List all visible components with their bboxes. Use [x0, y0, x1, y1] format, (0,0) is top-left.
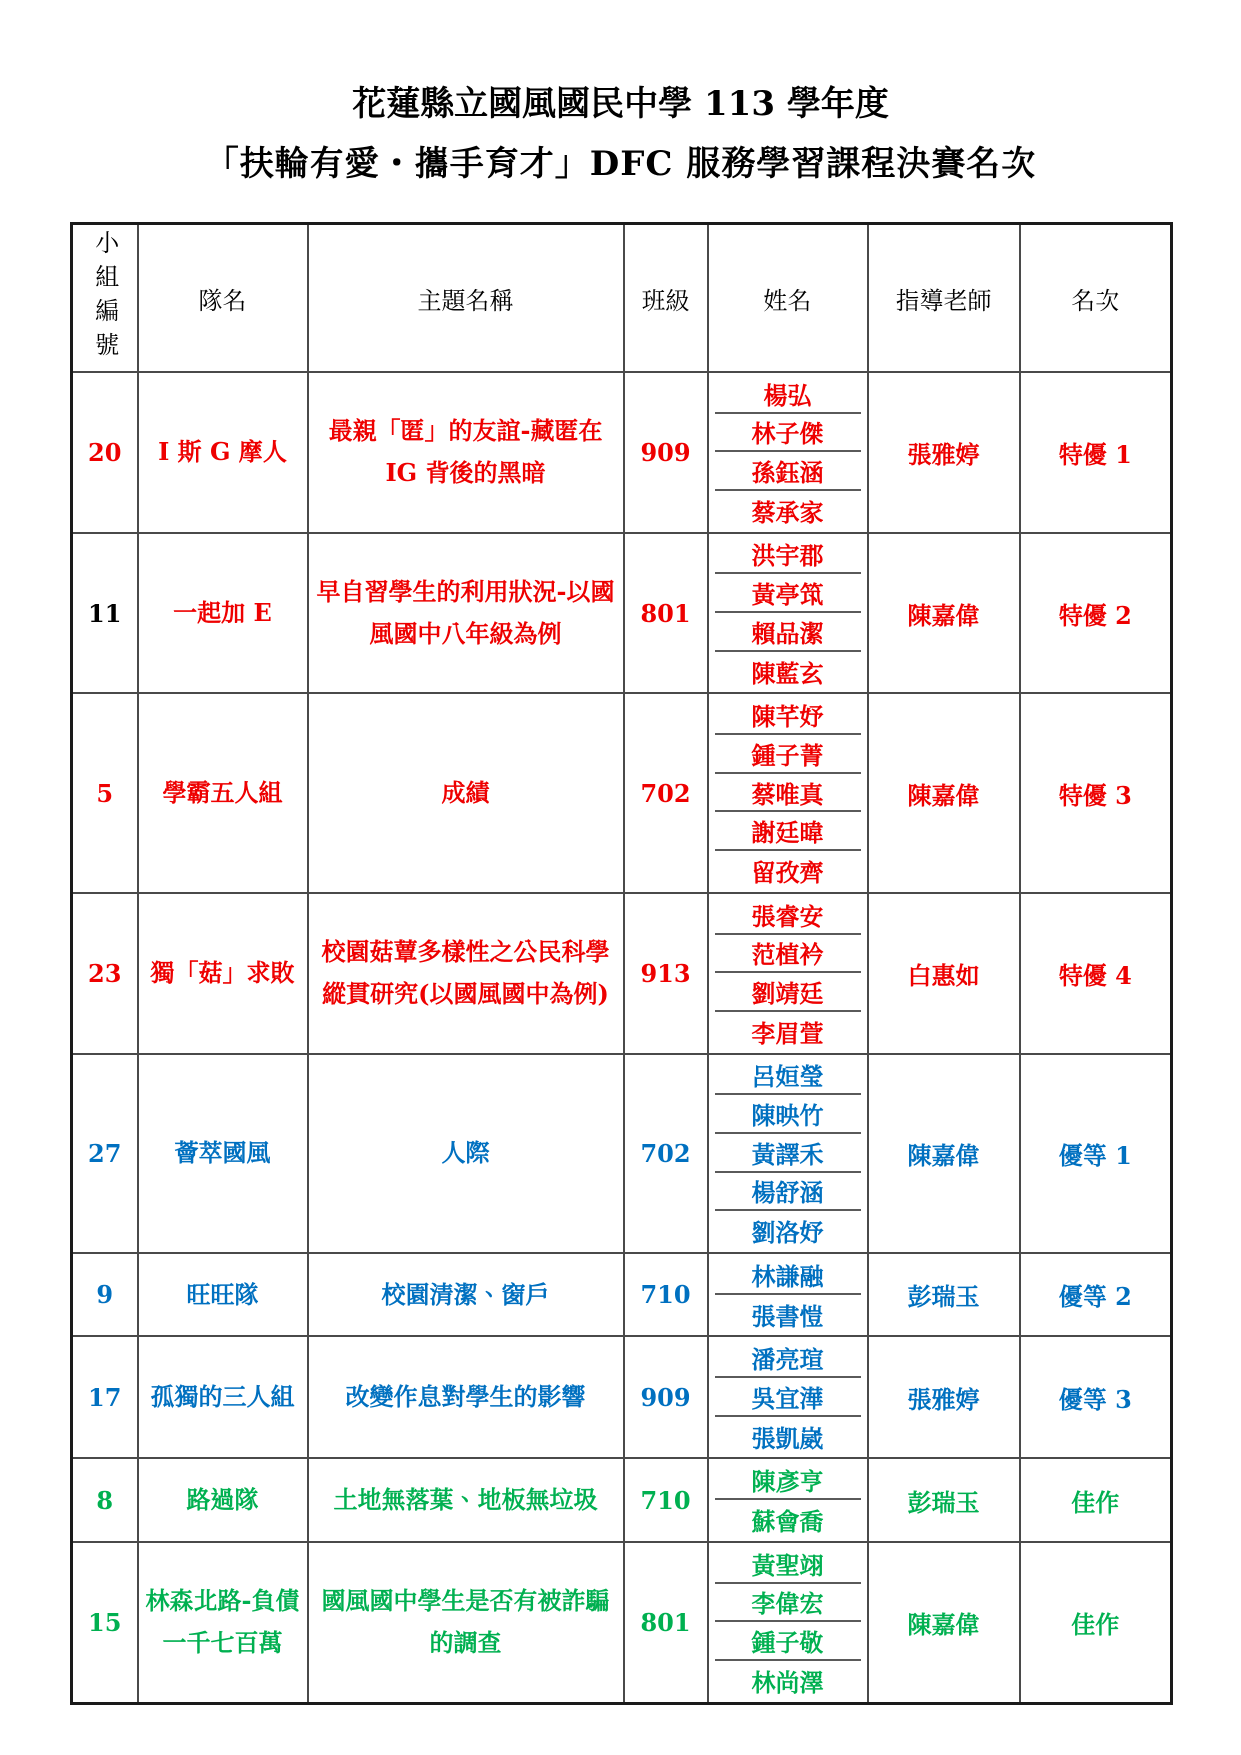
student-name: 洪宇郡	[715, 536, 861, 575]
class-cell: 702	[624, 1054, 708, 1253]
student-name: 黃聖翊	[715, 1545, 861, 1584]
class-cell: 702	[624, 693, 708, 892]
group-number-cell: 15	[72, 1542, 138, 1703]
team-name-cell: 獨「菇」求敗	[138, 893, 308, 1054]
students-cell	[708, 893, 868, 1054]
student-name: 留孜齊	[751, 857, 824, 887]
team-name-cell: 旺旺隊	[138, 1253, 308, 1336]
team-name-cell: 林森北路-負債一千七百萬	[138, 1542, 308, 1703]
teacher-cell: 彭瑞玉	[868, 1253, 1020, 1336]
student-name: 潘亮瑄	[715, 1339, 861, 1378]
table-row	[72, 1542, 1172, 1703]
header-class: 班級	[624, 224, 708, 372]
rank-badge-cell: 佳作	[1020, 1542, 1172, 1703]
teacher-cell: 陳嘉偉	[868, 1054, 1020, 1253]
student-name: 陳彥亨	[715, 1461, 861, 1500]
topic-cell: 校園清潔、窗戶	[308, 1253, 624, 1336]
page-title-line1: 花蓮縣立國風國民中學 113 學年度	[352, 84, 889, 124]
students-cell	[708, 1458, 868, 1541]
topic-cell: 國風國中學生是否有被詐騙的調查	[308, 1542, 624, 1703]
student-name: 黃亭筑	[715, 574, 861, 613]
student-name: 鍾子敬	[715, 1622, 861, 1661]
student-name: 林謙融	[715, 1256, 861, 1295]
header-group-no: 小組編號	[72, 224, 138, 372]
header-topic: 主題名稱	[308, 224, 624, 372]
table-row	[72, 1253, 1172, 1336]
topic-cell: 改變作息對學生的影響	[308, 1336, 624, 1458]
teacher-cell: 陳嘉偉	[868, 693, 1020, 892]
team-name-cell: 路過隊	[138, 1458, 308, 1541]
student-name: 張睿安	[715, 896, 861, 935]
header-teacher: 指導老師	[868, 224, 1020, 372]
header-row	[72, 224, 1172, 372]
student-name: 賴品潔	[715, 613, 861, 652]
student-name: 張凱崴	[751, 1423, 824, 1453]
student-name: 范植衿	[715, 935, 861, 974]
team-name-cell: 孤獨的三人組	[138, 1336, 308, 1458]
table-row	[72, 893, 1172, 1054]
topic-cell: 最親「匿」的友誼-藏匿在 IG 背後的黑暗	[308, 372, 624, 533]
student-name: 劉靖廷	[715, 973, 861, 1012]
student-name: 謝廷暐	[715, 812, 861, 851]
team-name-cell: 一起加 E	[138, 533, 308, 694]
table-row	[72, 372, 1172, 533]
topic-cell: 早自習學生的利用狀況-以國風國中八年級為例	[308, 533, 624, 694]
topic-cell: 成績	[308, 693, 624, 892]
student-name: 蘇會喬	[751, 1506, 824, 1536]
group-number-cell: 23	[72, 893, 138, 1054]
header-team: 隊名	[138, 224, 308, 372]
student-name: 黃譯禾	[715, 1134, 861, 1173]
group-number-cell: 11	[72, 533, 138, 694]
teacher-cell: 陳嘉偉	[868, 1542, 1020, 1703]
header-rank: 名次	[1020, 224, 1172, 372]
student-name: 陳映竹	[715, 1095, 861, 1134]
teacher-cell: 張雅婷	[868, 372, 1020, 533]
student-name: 蔡承家	[751, 497, 824, 527]
teacher-cell: 張雅婷	[868, 1336, 1020, 1458]
table-row	[72, 693, 1172, 892]
rank-badge-cell: 特優 3	[1020, 693, 1172, 892]
student-name: 張書愷	[751, 1301, 824, 1331]
students-cell	[708, 1253, 868, 1336]
students-cell	[708, 1336, 868, 1458]
topic-cell: 校園菇蕈多樣性之公民科學縱貫研究(以國風國中為例)	[308, 893, 624, 1054]
team-name-cell: I 斯 G 摩人	[138, 372, 308, 533]
rank-badge-cell: 優等 1	[1020, 1054, 1172, 1253]
student-name: 林子傑	[715, 414, 861, 453]
student-name: 吳宜澕	[715, 1378, 861, 1417]
topic-cell: 人際	[308, 1054, 624, 1253]
class-cell: 909	[624, 1336, 708, 1458]
student-name: 林尚澤	[751, 1667, 824, 1697]
students-cell	[708, 1542, 868, 1703]
student-name: 劉洛妤	[751, 1218, 824, 1248]
header-names: 姓名	[708, 224, 868, 372]
results-table	[70, 222, 1173, 1704]
student-name: 李眉萱	[751, 1018, 824, 1048]
table-row	[72, 533, 1172, 694]
group-number-cell: 27	[72, 1054, 138, 1253]
group-number-cell: 8	[72, 1458, 138, 1541]
students-cell	[708, 1054, 868, 1253]
student-name: 孫鈺涵	[715, 452, 861, 491]
class-cell: 710	[624, 1458, 708, 1541]
students-cell	[708, 533, 868, 694]
students-cell	[708, 372, 868, 533]
rank-badge-cell: 優等 3	[1020, 1336, 1172, 1458]
students-cell	[708, 693, 868, 892]
group-number-cell: 17	[72, 1336, 138, 1458]
student-name: 陳藍玄	[751, 658, 824, 688]
table-row	[72, 1458, 1172, 1541]
rank-badge-cell: 優等 2	[1020, 1253, 1172, 1336]
student-name: 蔡唯真	[715, 774, 861, 813]
group-number-cell: 9	[72, 1253, 138, 1336]
student-name: 呂姮瑩	[715, 1057, 861, 1096]
class-cell: 710	[624, 1253, 708, 1336]
team-name-cell: 薈萃國風	[138, 1054, 308, 1253]
page-title-line2: 「扶輪有愛・攜手育才」DFC 服務學習課程決賽名次	[204, 144, 1037, 185]
team-name-cell: 學霸五人組	[138, 693, 308, 892]
teacher-cell: 白惠如	[868, 893, 1020, 1054]
topic-cell: 土地無落葉、地板無垃圾	[308, 1458, 624, 1541]
rank-badge-cell: 特優 1	[1020, 372, 1172, 533]
student-name: 楊舒涵	[715, 1173, 861, 1212]
rank-badge-cell: 佳作	[1020, 1458, 1172, 1541]
group-number-cell: 20	[72, 372, 138, 533]
rank-badge-cell: 特優 4	[1020, 893, 1172, 1054]
class-cell: 801	[624, 1542, 708, 1703]
student-name: 李偉宏	[715, 1584, 861, 1623]
student-name: 鍾子菁	[715, 735, 861, 774]
class-cell: 909	[624, 372, 708, 533]
table-row	[72, 1054, 1172, 1253]
class-cell: 913	[624, 893, 708, 1054]
group-number-cell: 5	[72, 693, 138, 892]
rank-badge-cell: 特優 2	[1020, 533, 1172, 694]
student-name: 陳芊妤	[715, 696, 861, 735]
teacher-cell: 彭瑞玉	[868, 1458, 1020, 1541]
class-cell: 801	[624, 533, 708, 694]
student-name: 楊弘	[715, 375, 861, 414]
results-tbody	[72, 372, 1172, 1703]
teacher-cell: 陳嘉偉	[868, 533, 1020, 694]
table-row	[72, 1336, 1172, 1458]
